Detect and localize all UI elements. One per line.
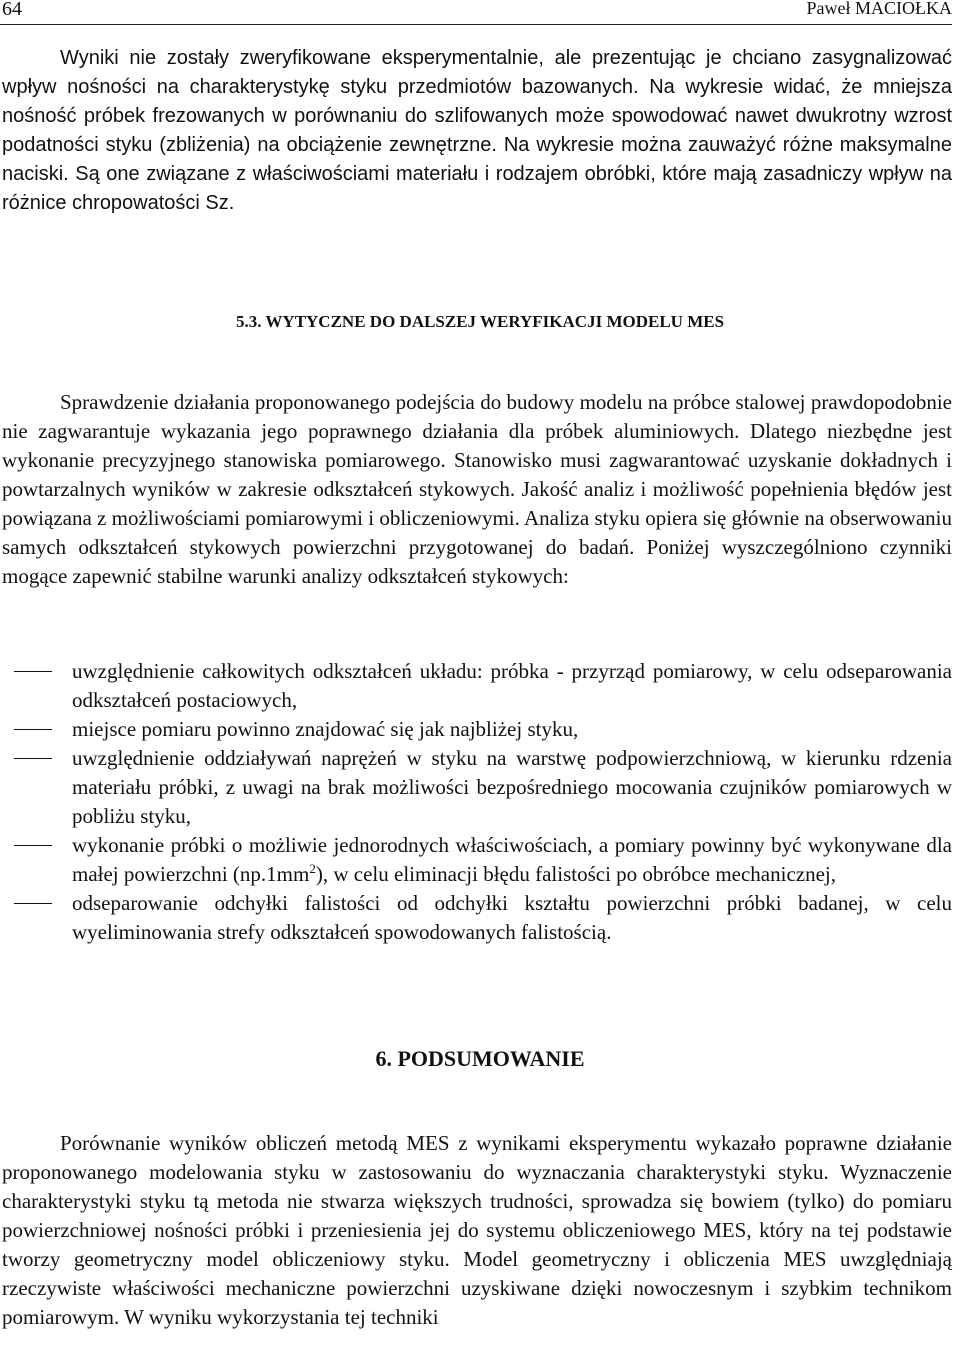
list-item-text: uwzględnienie całkowitych odkształceń układu: próbka - przyrząd pomiarowy, w celu odseparowania odkształceń postaciowych, <box>72 659 952 712</box>
page-header <box>0 0 952 25</box>
list-item-text: miejsce pomiaru powinno znajdować się jak najbliżej styku, <box>72 717 579 741</box>
list-item <box>2 831 952 889</box>
section-heading-6: 6. PODSUMOWANIE <box>375 1046 585 1071</box>
list-item-text-end: ), w celu eliminacji błędu falistości po obróbce mechanicznej, <box>315 862 836 886</box>
list-item-text: odseparowanie odchyłki falistości od odchyłki kształtu powierzchni próbki badanej, w celu wyeliminowania strefy odkształceń spowodowanych falistością. <box>72 891 952 944</box>
page-number: 64 <box>2 0 22 20</box>
list-item <box>2 744 952 831</box>
paragraph-results-note: Wyniki nie zostały zweryfikowane eksperymentalnie, ale prezentując je chciano zasygnalizować wpływ nośności na charakterystykę styku przedmiotów bazowanych. Na wykresie widać, że mniejsza nośność próbek frezowanych w porównaniu do szlifowanych może spowodować nawet dwukrotny wzrost podatności styku (zbliżenia) na obciążenie zewnętrzne. Na wykresie można zauważyć różne maksymalne naciski. Są one związane z właściwościami materiału i rodzajem obróbki, które mają zasadniczy wpływ na różnice chropowatości Sz. <box>2 47 952 214</box>
superscript-exponent: 2 <box>309 861 316 876</box>
list-item-text-start: wykonanie próbki o możliwie jednorodnych właściwościach, a pomiary powinny być wykonywane dla małej powierzchni (np.1mm <box>72 833 952 886</box>
list-item <box>2 715 952 744</box>
running-head-author: Paweł MACIOŁKA <box>806 0 952 18</box>
list-item <box>2 889 952 947</box>
section-heading-5-3: 5.3. WYTYCZNE DO DALSZEJ WERYFIKACJI MODELU MES <box>235 312 725 331</box>
dash-bullet-icon <box>14 845 52 846</box>
list-item-text: uwzględnienie oddziaływań naprężeń w styku na warstwę podpowierzchniową, w kierunku rdzenia materiału próbki, z uwagi na brak możliwości bezpośredniego mocowania czujników pomiarowych w pobliżu styku, <box>72 746 952 828</box>
dash-bullet-icon <box>14 758 52 759</box>
list-item <box>2 657 952 715</box>
factor-list <box>2 657 952 947</box>
dash-bullet-icon <box>14 729 52 730</box>
dash-bullet-icon <box>14 671 52 672</box>
dash-bullet-icon <box>14 903 52 904</box>
list-item-text <box>72 833 952 886</box>
paragraph-verification: Sprawdzenie działania proponowanego podejścia do budowy modelu na próbce stalowej prawdopodobnie nie zagwarantuje wykazania jego poprawnego działania dla próbek aluminiowych. Dlatego niezbędne jest wykonanie precyzyjnego stanowiska pomiarowego. Stanowisko musi zagwarantować uzyskanie dokładnych i powtarzalnych wyników w zakresie odkształceń stykowych. Jakość analiz i możliwość popełnienia błędów jest powiązana z możliwościami pomiarowymi i obliczeniowymi. Analiza styku opiera się głównie na obserwowaniu samych odkształceń stykowych powierzchni przygotowanej do badań. Poniżej wyszczególniono czynniki mogące zapewnić stabilne warunki analizy odkształceń stykowych: <box>2 390 953 588</box>
paragraph-summary: Porównanie wyników obliczeń metodą MES z wynikami eksperymentu wykazało poprawne działanie proponowanego modelowania styku w zastosowaniu do wyznaczania charakterystyki styku. Wyznaczenie charakterystyki styku tą metoda nie stwarza większych trudności, sprowadza się bowiem (tylko) do pomiaru powierzchniowej nośności próbki i przeniesienia jej do systemu obliczeniowego MES, który na tej podstawie tworzy geometryczny model obliczeniowy styku. Model geometryczny i obliczenia MES uwzględniają rzeczywiste właściwości mechaniczne powierzchni uzyskiwane dzięki nowoczesnym i szybkim technikom pomiarowym. W wyniku wykorzystania tej techniki <box>2 1131 952 1329</box>
